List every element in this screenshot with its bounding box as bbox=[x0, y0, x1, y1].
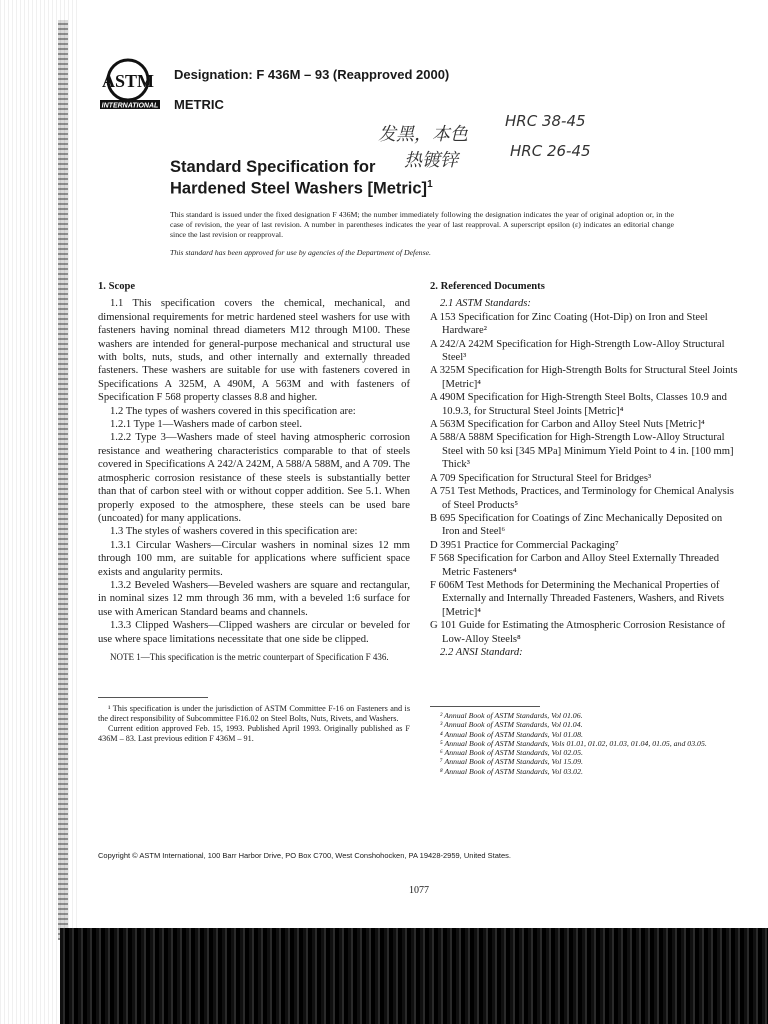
footnote-item: ⁶ Annual Book of ASTM Standards, Vol 02.05. bbox=[440, 748, 583, 758]
reference-item: A 709 Specification for Structural Steel for Bridges³ bbox=[430, 472, 652, 484]
reference-item: A 588/A 588M Specification for High-Strength Low-Alloy Structural Steel with 50 ksi [345 MPa] Minimum Yield Point to 4 in. [100 mm] Thick³ bbox=[430, 432, 734, 471]
paragraph-1-2-2: 1.2.2 Type 3—Washers made of steel having atmospheric corrosion resistance and weathering characteristics comparable to that of steels covered in Specifications A 242/A 242M, A 588/A 588M, and A 709. The atmospheric corrosion resistance of these steels is substantially better than that of carbon steel with or without copper addition. See 5.1. When properly exposed to the atmosphere, these steels can be used bare (uncoated) for many applications. bbox=[98, 432, 410, 524]
copyright-line: Copyright © ASTM International, 100 Barr Harbor Drive, PO Box C700, West Conshohocken, PA 19428-2959, United States. bbox=[98, 851, 511, 860]
issuance-notice: This standard is issued under the fixed designation F 436M; the number immediately following the designation indicates the year of original adoption or, in the case of revision, the year of last revision. A number in parentheses indicates the year of last reapproval. A superscript epsilon (ε) indicates an editorial change since the last revision or reapproval. bbox=[170, 210, 674, 239]
document-title bbox=[170, 158, 433, 198]
handwritten-note-2: 热镀锌 bbox=[404, 150, 458, 171]
footnote-1-edition: Current edition approved Feb. 15, 1993. Published April 1993. Originally published as F 436M – 83. Last previous edition F 436M – 91. bbox=[98, 723, 410, 743]
note-1: NOTE 1—This specification is the metric counterpart of Specification F 436. bbox=[110, 651, 389, 662]
handwritten-note-3: HRC 38-45 bbox=[505, 112, 586, 130]
metric-label: METRIC bbox=[174, 97, 224, 112]
footnote-item: ² Annual Book of ASTM Standards, Vol 01.06. bbox=[440, 711, 583, 720]
scan-edge-binding bbox=[58, 20, 68, 940]
logo-text: ASTM bbox=[101, 71, 155, 91]
right-column bbox=[430, 280, 742, 659]
reference-item: A 490M Specification for High-Strength Steel Bolts, Classes 10.9 and 10.9.3, for Structural Steel Joints [Metric]⁴ bbox=[430, 392, 727, 417]
reference-item: A 153 Specification for Zinc Coating (Hot-Dip) on Iron and Steel Hardware² bbox=[430, 311, 708, 337]
paragraph-1-3-3: 1.3.3 Clipped Washers—Clipped washers are circular or beveled for use where space limitations necessitate that one side be clipped. bbox=[98, 620, 410, 645]
handwritten-note-1: 发黑，本色 bbox=[378, 124, 468, 145]
reference-item: A 242/A 242M Specification for High-Strength Low-Alloy Structural Steel³ bbox=[430, 338, 725, 364]
scan-bottom-artifact bbox=[60, 928, 768, 1024]
footnote-item: ³ Annual Book of ASTM Standards, Vol 01.04. bbox=[440, 720, 583, 730]
reference-item: A 563M Specification for Carbon and Alloy Steel Nuts [Metric]⁴ bbox=[430, 419, 705, 431]
paragraph-1-3-2: 1.3.2 Beveled Washers—Beveled washers are square and rectangular, in nominal sizes 12 mm through 36 mm, with a beveled 1:6 surface for use with American Standard beams and channels. bbox=[98, 579, 410, 618]
paragraph-1-3-1: 1.3.1 Circular Washers—Circular washers in nominal sizes 12 mm through 100 mm, are suitable for applications where sufficient space exists and angularity permits. bbox=[98, 539, 410, 578]
astm-logo-icon bbox=[98, 56, 162, 112]
section-heading-referenced-documents: 2. Referenced Documents bbox=[430, 281, 545, 292]
footnote-item: ⁵ Annual Book of ASTM Standards, Vols 01.01, 01.02, 01.03, 01.04, 01.05, and 03.05. bbox=[440, 738, 707, 748]
paragraph-1-2-1: 1.2.1 Type 1—Washers made of carbon steel. bbox=[110, 419, 303, 431]
footnote-item: ⁷ Annual Book of ASTM Standards, Vol 15.09. bbox=[440, 757, 583, 767]
footnote-divider bbox=[98, 697, 208, 698]
reference-item: D 3951 Practice for Commercial Packaging⁷ bbox=[430, 539, 619, 551]
paragraph-1-2: 1.2 The types of washers covered in this specification are: bbox=[110, 405, 356, 417]
paragraph-1-3: 1.3 The styles of washers covered in this specification are: bbox=[110, 526, 358, 538]
reference-item: F 568 Specification for Carbon and Alloy Steel Externally Threaded Metric Fasteners⁴ bbox=[430, 553, 719, 578]
footnote-item: ⁸ Annual Book of ASTM Standards, Vol 03.02. bbox=[440, 766, 583, 776]
designation: Designation: F 436M – 93 (Reapproved 2000) bbox=[174, 67, 450, 82]
subsection-ansi-standard: 2.2 ANSI Standard: bbox=[440, 646, 523, 658]
title-line-2 bbox=[170, 176, 433, 198]
section-heading-scope: 1. Scope bbox=[98, 281, 136, 292]
right-footnote-divider bbox=[430, 706, 540, 707]
left-column bbox=[98, 280, 410, 744]
reference-item: A 751 Test Methods, Practices, and Terminology for Chemical Analysis of Steel Products⁵ bbox=[430, 486, 734, 511]
right-footnotes bbox=[430, 706, 742, 776]
footnote-item: ⁴ Annual Book of ASTM Standards, Vol 01.08. bbox=[440, 729, 583, 739]
logo-subtext: INTERNATIONAL bbox=[101, 102, 159, 110]
footnote-1: ¹ This specification is under the jurisdiction of ASTM Committee F-16 on Fasteners and is the direct responsibility of Subcommittee F16.02 on Steel Bolts, Nuts, Rivets, and Washers. bbox=[98, 703, 410, 723]
title-line-2-text: Hardened Steel Washers [Metric] bbox=[170, 179, 428, 198]
title-footnote-mark: 1 bbox=[427, 179, 433, 190]
handwritten-note-4: HRC 26-45 bbox=[510, 142, 591, 160]
page-number: 1077 bbox=[409, 885, 429, 896]
subsection-astm-standards: 2.1 ASTM Standards: bbox=[440, 298, 531, 310]
dod-approval-note: This standard has been approved for use by agencies of the Department of Defense. bbox=[170, 248, 432, 257]
title-line-1: Standard Specification for bbox=[170, 158, 376, 176]
reference-item: G 101 Guide for Estimating the Atmospheric Corrosion Resistance of Low-Alloy Steels⁸ bbox=[430, 620, 726, 645]
reference-item: F 606M Test Methods for Determining the Mechanical Properties of Externally and Internally Threaded Fasteners, Washers, and Rivets [Metric]⁴ bbox=[430, 579, 725, 618]
reference-item: B 695 Specification for Coatings of Zinc Mechanically Deposited on Iron and Steel⁶ bbox=[430, 512, 723, 538]
paragraph-1-1: 1.1 This specification covers the chemical, mechanical, and dimensional requirements for metric hardened steel washers for use with fasteners having nominal thread diameters M12 through M100. These washers are intended for general-purpose mechanical and structural use with bolts, nuts, studs, and other internally and externally threaded fasteners. These washers are suitable for use with fasteners covered in Specifications A 325M, A 490M, A 563M and with fasteners of Specification F 568 property classes 8.8 and higher. bbox=[98, 298, 410, 404]
reference-item: A 325M Specification for High-Strength Bolts for Structural Steel Joints [Metric]⁴ bbox=[430, 365, 738, 390]
